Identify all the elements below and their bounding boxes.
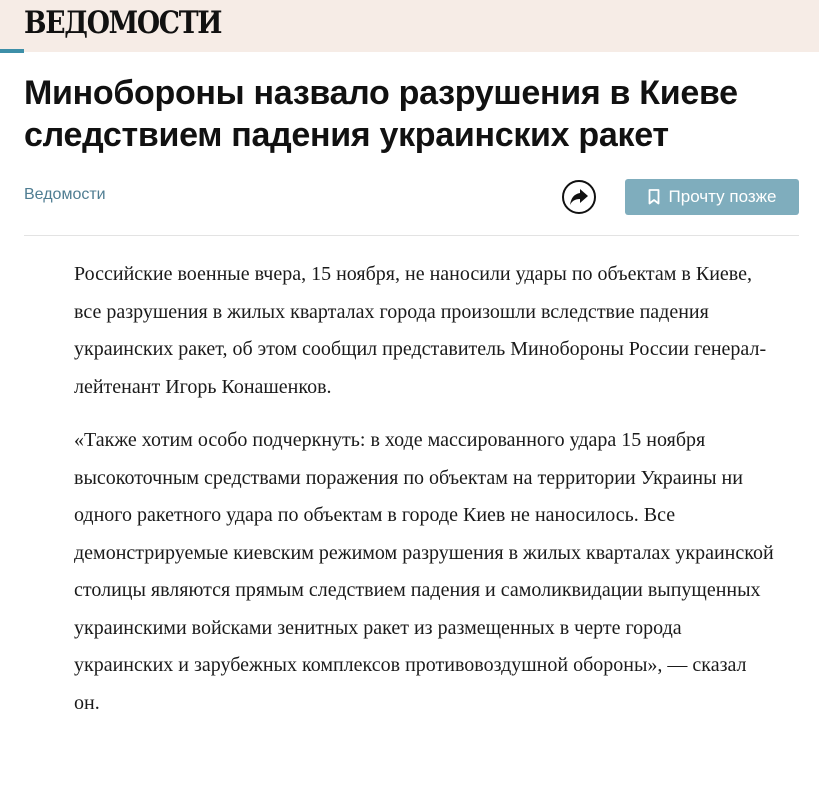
header-divider	[24, 235, 799, 236]
read-later-button[interactable]	[625, 179, 799, 215]
article-title-line-1: Минобороны назвало разрушения в Киеве	[24, 74, 738, 112]
article-title-line-2: следствием падения украинских ракет	[24, 116, 669, 154]
article-title	[24, 72, 804, 156]
article-paragraph: Российские военные вчера, 15 ноября, не наносили удары по объектам в Киеве, все разрушения в жилых кварталах города произошли вследствие падения украинских ракет, об этом сообщил представитель Минобороны России генерал-лейтенант Игорь Конашенков.	[74, 263, 767, 398]
read-later-label: Прочту позже	[668, 187, 777, 206]
share-arrow-icon	[569, 188, 589, 206]
bookmark-icon	[648, 189, 660, 205]
site-logo[interactable]: ВЕДОМОСТИ	[24, 5, 222, 41]
article-body	[74, 256, 774, 738]
article-source[interactable]: Ведомости	[24, 186, 106, 203]
site-header	[0, 0, 819, 52]
article-quote-paragraph: «Также хотим особо подчеркнуть: в ходе массированного удара 15 ноября высокоточным средствами поражения по объектам на территории Украины ни одного ракетного удара по объектам в городе Киев не наносилось. Все демонстрируемые киевским режимом разрушения в жилых кварталах украинской столицы являются прямым следствием падения и самоликвидации выпущенных украинскими войсками зенитных ракет из размещенных в черте города украинских и зарубежных комплексов противовоздушной обороны», — сказал он.	[74, 429, 774, 714]
share-button[interactable]	[562, 180, 596, 214]
